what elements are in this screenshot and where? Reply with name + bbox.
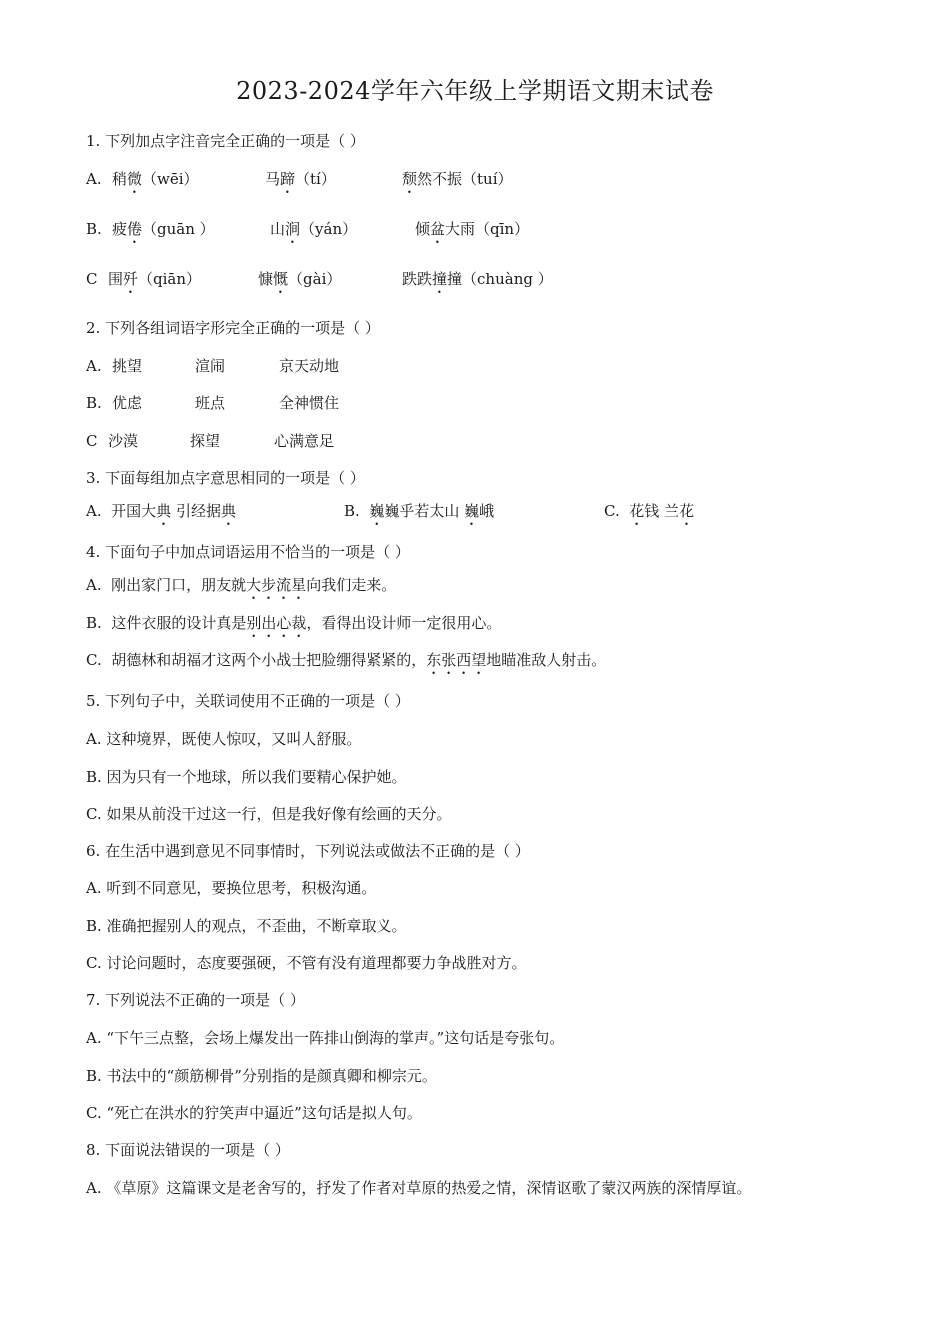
- q2-option-b-label: B.: [86, 394, 102, 412]
- q1-option-c-item-1: 围歼（qiān）: [108, 270, 202, 288]
- q4-option-c: C. 胡德林和胡福才这两个小战士把脸绷得紧紧的，东张西望地瞄准敌人射击。: [86, 651, 607, 669]
- q2-option-a-word-3: 京天动地: [279, 357, 340, 375]
- question-3-stem: 3. 下面每组加点字意思相同的一项是（ ）: [86, 469, 365, 487]
- question-5-stem: 5. 下列句子中，关联词使用不正确的一项是（ ）: [86, 692, 410, 710]
- q2-option-a-label: A.: [86, 357, 102, 375]
- q2-option-b-word-3: 全神惯住: [279, 394, 340, 412]
- q6-option-c: C. 讨论问题时，态度要强硬，不管有没有道理都要力争战胜对方。: [86, 954, 527, 972]
- question-7-stem: 7. 下列说法不正确的一项是（ ）: [86, 991, 305, 1009]
- q2-option-b-word-1: 优虑: [112, 394, 143, 412]
- q5-option-b: B. 因为只有一个地球，所以我们要精心保护她。: [86, 768, 407, 786]
- q1-option-b-item-2: 山涧（yán）: [270, 220, 358, 238]
- exam-title: 2023-2024学年六年级上学期语文期末试卷: [236, 77, 714, 105]
- q2-option-c-word-3: 心满意足: [274, 432, 335, 450]
- q7-option-b: B. 书法中的“颜筋柳骨”分别指的是颜真卿和柳宗元。: [86, 1067, 437, 1085]
- question-2-stem: 2. 下列各组词语字形完全正确的一项是（ ）: [86, 319, 380, 337]
- q1-option-b-label: B.: [86, 220, 102, 238]
- q2-option-c-word-2: 探望: [190, 432, 221, 450]
- q1-option-b-item-1: 疲倦（guān ）: [112, 220, 215, 238]
- q1-option-a-item-3: 颓然不振（tuí）: [402, 170, 513, 188]
- question-1-stem: 1. 下列加点字注音完全正确的一项是（ ）: [86, 132, 365, 150]
- q2-option-a-word-2: 渲闹: [195, 357, 226, 375]
- q4-option-a: A. 刚出家门口，朋友就大步流星向我们走来。: [86, 576, 397, 594]
- q6-option-a: A. 听到不同意见，要换位思考，积极沟通。: [86, 879, 377, 897]
- q1-option-b-item-3: 倾盆大雨（qīn）: [415, 220, 530, 238]
- q2-option-b-word-2: 班点: [195, 394, 226, 412]
- q1-option-a-label: A.: [86, 170, 102, 188]
- q1-option-a-item-2: 马蹄（tí）: [265, 170, 336, 188]
- q2-option-a-word-1: 挑望: [112, 357, 143, 375]
- q4-option-b: B. 这件衣服的设计真是别出心裁，看得出设计师一定很用心。: [86, 614, 502, 632]
- q7-option-a: A. “下午三点整，会场上爆发出一阵排山倒海的掌声。”这句话是夸张句。: [86, 1029, 565, 1047]
- q6-option-b: B. 准确把握别人的观点，不歪曲，不断章取义。: [86, 917, 407, 935]
- q1-option-c-label: C: [86, 270, 98, 288]
- question-8-stem: 8. 下面说法错误的一项是（ ）: [86, 1141, 290, 1159]
- q1-option-c-item-3: 跌跌撞撞（chuàng ）: [402, 270, 553, 288]
- q5-option-c: C. 如果从前没干过这一行，但是我好像有绘画的天分。: [86, 805, 452, 823]
- q8-option-a: A. 《草原》这篇课文是老舍写的，抒发了作者对草原的热爱之情，深情讴歌了蒙汉两族的深情厚谊。: [86, 1179, 752, 1197]
- q3-option-a: A. 开国大典 引经据典: [86, 502, 236, 520]
- q1-option-a-item-1: 稍微（wēi）: [112, 170, 199, 188]
- question-6-stem: 6. 在生活中遇到意见不同事情时，下列说法或做法不正确的是（ ）: [86, 842, 530, 860]
- q5-option-a: A. 这种境界，既使人惊叹，又叫人舒服。: [86, 730, 362, 748]
- q3-option-b: B. 巍巍乎若太山 巍峨: [344, 502, 495, 520]
- q1-option-c-item-2: 慷慨（gài）: [258, 270, 342, 288]
- q2-option-c-label: C: [86, 432, 98, 450]
- q3-option-c: C. 花钱 兰花: [604, 502, 695, 520]
- question-4-stem: 4. 下面句子中加点词语运用不恰当的一项是（ ）: [86, 543, 410, 561]
- q2-option-c-word-1: 沙漠: [108, 432, 139, 450]
- q7-option-c: C. “死亡在洪水的狞笑声中逼近”这句话是拟人句。: [86, 1104, 422, 1122]
